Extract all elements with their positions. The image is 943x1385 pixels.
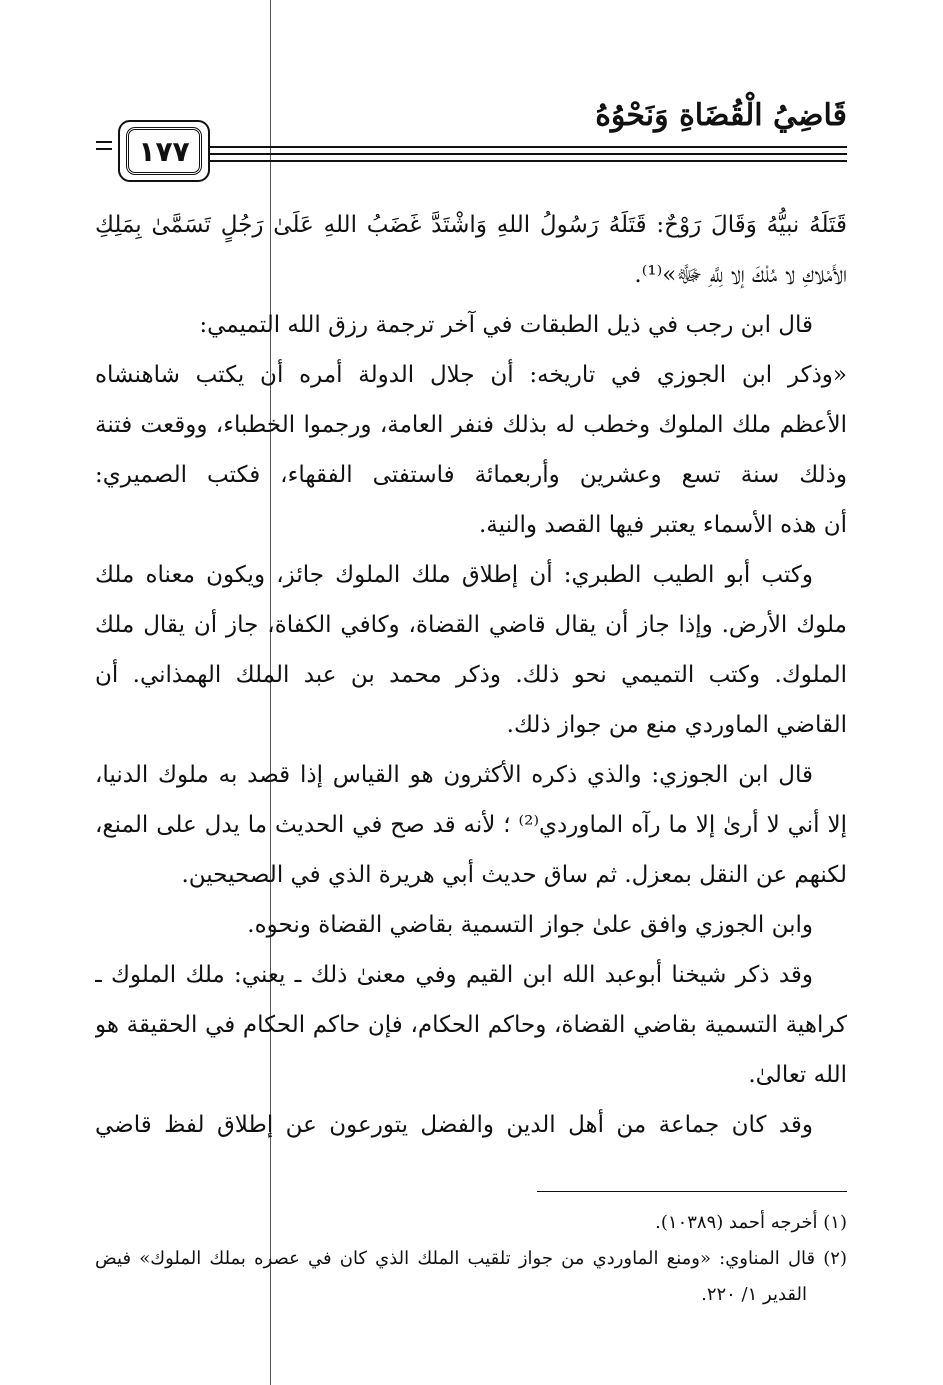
body-text (95, 200, 847, 1150)
body-line: لكنهم عن النقل بمعزل. ثم ساق حديث أبي هريرة الذي في الصحيحين. (181, 862, 847, 888)
body-line: الله تعالىٰ. (748, 1062, 847, 1088)
header-dash-ornament (96, 141, 112, 157)
body-line: قال ابن رجب في ذيل الطبقات في آخر ترجمة رزق الله التميمي: (199, 312, 813, 338)
footnotes (95, 1205, 847, 1313)
body-line: وابن الجوزي وافق علىٰ جواز التسمية بقاضي القضاة ونحوه. (247, 912, 813, 938)
body-line: كراهية التسمية بقاضي القضاة، وحاكم الحكام، فإن حاكم الحكام في الحقيقة هو (95, 1012, 847, 1038)
footnote-separator (537, 1191, 847, 1192)
page-number: ١٧٧ (126, 127, 202, 175)
header-rule (210, 146, 847, 148)
header-rule (210, 160, 847, 162)
footnote-2: (٢) قال المناوي: «ومنع الماوردي من جواز تلقيب الملك الذي كان في عصره بملك الملوك» فيض (95, 1248, 847, 1269)
footnote-1: (١) أخرجه أحمد (١٠٣٨٩). (655, 1212, 847, 1233)
body-line: أن هذه الأسماء يعتبر فيها القصد والنية. (479, 512, 847, 538)
body-line: وذلك سنة تسع وعشرين وأربعمائة فاستفتى الفقهاء، فكتب الصميري: (95, 462, 847, 488)
body-line: الأعظم ملك الملوك وخطب له بذلك فنفر العامة، ورجموا الخطباء، ووقعت فتنة (95, 412, 847, 438)
body-line: قَتَلَهُ نبيُّهُ وَقَالَ رَوْحٌ: قَتَلَهُ رَسُولُ اللهِ وَاشْتَدَّ غَضَبُ اللهِ عَلَىٰ رَجُلٍ تَسَمَّىٰ بِمَلِكِ (95, 212, 847, 238)
body-line: الأَمْلاكِ لا مُلْكَ إلا لِلَّهِ ﷻ»⁽¹⁾. (634, 262, 847, 288)
body-line: «وذكر ابن الجوزي في تاريخه: أن جلال الدولة أمره أن يكتب شاهنشاه (95, 362, 847, 388)
body-line: وقد كان جماعة من أهل الدين والفضل يتورعون عن إطلاق لفظ قاضي (95, 1112, 813, 1138)
body-line: وكتب أبو الطيب الطبري: أن إطلاق ملك الملوك جائز، ويكون معناه ملك (95, 562, 813, 588)
body-line: وقد ذكر شيخنا أبوعبد الله ابن القيم وفي معنىٰ ذلك ـ يعني: ملك الملوك ـ (95, 962, 813, 988)
body-line: ملوك الأرض. وإذا جاز أن يقال قاضي القضاة، وكافي الكفاة، جاز أن يقال ملك (95, 612, 847, 638)
header-rule (210, 153, 847, 155)
footnote-2-continuation: القدير ١/ ٢٢٠. (701, 1284, 807, 1305)
body-line: إلا أني لا أرىٰ إلا ما رآه الماوردي⁽²⁾ ؛ لأنه قد صح في الحديث ما يدل على المنع، (95, 812, 847, 838)
body-line: قال ابن الجوزي: والذي ذكره الأكثرون هو القياس إذا قصد به ملوك الدنيا، (95, 762, 813, 788)
body-line: القاضي الماوردي منع من جواز ذلك. (506, 712, 847, 738)
running-title: قَاضِيُ الْقُضَاةِ وَنَحْوُهُ (595, 98, 847, 133)
body-line: الملوك. وكتب التميمي نحو ذلك. وذكر محمد بن عبد الملك الهمذاني. أن (95, 662, 847, 688)
